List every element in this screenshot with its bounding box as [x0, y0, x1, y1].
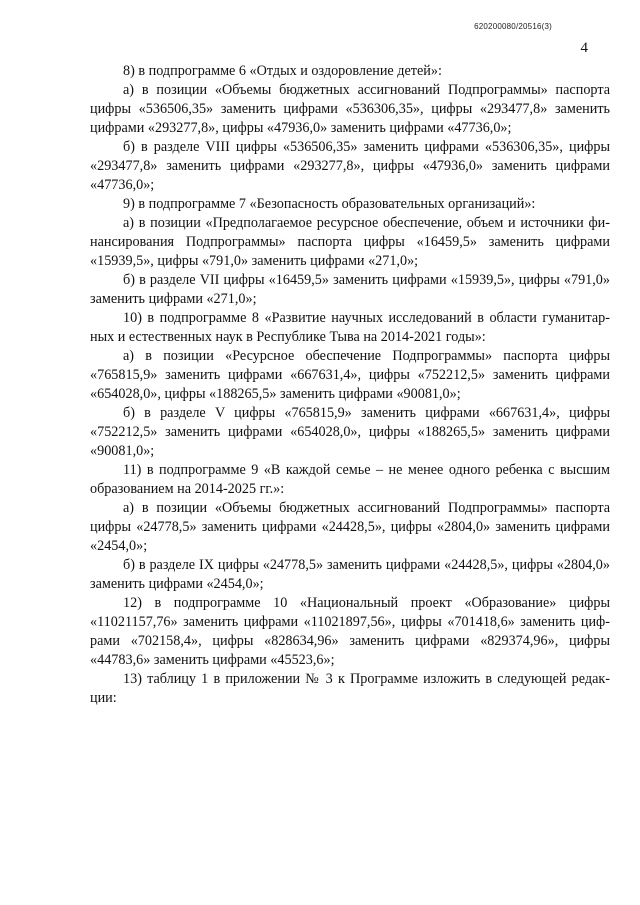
- paragraph-item-11b: б) в разделе IX цифры «24778,5» заменить цифрами «24428,5», цифры «2804,0» заменить цифрами «2454,0»;: [90, 557, 610, 592]
- paragraph-item-8a: а) в позиции «Объемы бюджетных ассигнований Подпрограммы» паспорта цифры «536506,35» заменить цифрами «536306,35», цифры «293477,8» заменить цифрами «293277,8», цифры «47936,0» заменить цифрами «47736,0»;: [90, 82, 610, 136]
- paragraph-item-9: 9) в подпрограмме 7 «Безопасность образовательных организаций»:: [123, 196, 536, 212]
- paragraph-item-12: 12) в подпрограмме 10 «Национальный проект «Образование» цифры «11021157,76» заменить цифрами «11021897,56», цифры «701418,6» заменить цифрами «702158,4», цифры «828634,96» заменить цифрами «829374,96», цифры «44783,6» заменить цифрами «45523,6»;: [90, 595, 610, 668]
- paragraph-item-11: 11) в подпрограмме 9 «В каждой семье – не менее одного ребенка с высшим образованием на 2014-2025 гг.»:: [90, 462, 610, 497]
- paragraph-item-10: 10) в подпрограмме 8 «Развитие научных исследований в области гуманитарных и естественных наук в Республике Тыва на 2014-2021 годы»:: [90, 310, 610, 345]
- paragraph-item-9a: а) в позиции «Предполагаемое ресурсное обеспечение, объем и источники финансирования Подпрограммы» паспорта цифры «16459,5» заменить цифрами «15939,5», цифры «791,0» заменить цифрами «271,0»;: [90, 215, 610, 269]
- paragraph-item-10a: а) в позиции «Ресурсное обеспечение Подпрограммы» паспорта цифры «765815,9» заменить цифрами «667631,4», цифры «752212,5» заменить цифрами «654028,0», цифры «188265,5» заменить цифрами «90081,0»;: [90, 348, 610, 402]
- paragraph-item-10b: б) в разделе V цифры «765815,9» заменить цифрами «667631,4», цифры «752212,5» заменить цифрами «654028,0», цифры «188265,5» заменить цифрами «90081,0»;: [90, 405, 610, 459]
- document-id: 620200080/20516(3): [474, 22, 552, 31]
- page-number: 4: [580, 40, 588, 56]
- paragraph-item-11a: а) в позиции «Объемы бюджетных ассигнований Подпрограммы» паспорта цифры «24778,5» заменить цифрами «24428,5», цифры «2804,0» заменить цифрами «2454,0»;: [90, 500, 610, 554]
- document-body: [90, 62, 610, 708]
- paragraph-item-8: 8) в подпрограмме 6 «Отдых и оздоровление детей»:: [123, 63, 442, 79]
- paragraph-item-13: 13) таблицу 1 в приложении № 3 к Программе изложить в следующей редакции:: [90, 671, 610, 706]
- paragraph-item-8b: б) в разделе VIII цифры «536506,35» заменить цифрами «536306,35», цифры «293477,8» заменить цифрами «293277,8», цифры «47936,0» заменить цифрами «47736,0»;: [90, 139, 610, 193]
- paragraph-item-9b: б) в разделе VII цифры «16459,5» заменить цифрами «15939,5», цифры «791,0» заменить цифрами «271,0»;: [90, 272, 610, 307]
